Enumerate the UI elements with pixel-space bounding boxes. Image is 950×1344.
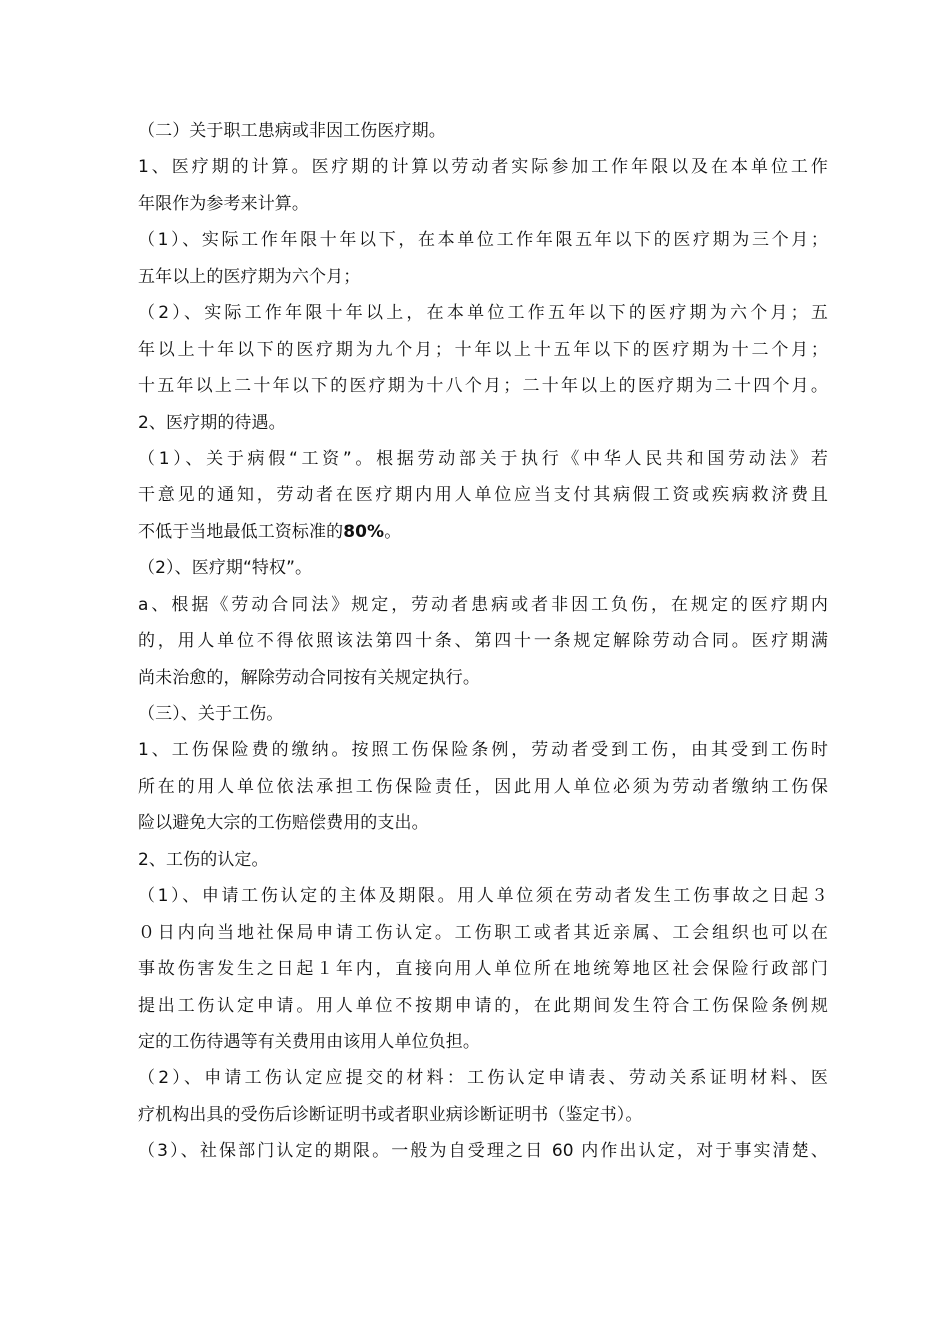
- paragraph-line: 年以上十年以下的医疗期为九个月；十年以上十五年以下的医疗期为十二个月；: [138, 339, 828, 360]
- paragraph-text: 不低于当地最低工资标准的: [138, 521, 344, 542]
- paragraph-line: 提出工伤认定申请。用人单位不按期申请的，在此期间发生符合工伤保险条例规: [138, 995, 828, 1016]
- paragraph-line: 事故伤害发生之日起１年内，直接向用人单位所在地统筹地区社会保险行政部门: [138, 959, 828, 980]
- paragraph-line: （2）、实际工作年限十年以上，在本单位工作五年以下的医疗期为六个月；五: [138, 303, 828, 324]
- paragraph-line: （2）、申请工伤认定应提交的材料：工伤认定申请表、劳动关系证明材料、医: [138, 1068, 828, 1089]
- paragraph-line: 定的工伤待遇等有关费用由该用人单位负担。: [138, 1031, 480, 1052]
- paragraph-line: 所在的用人单位依法承担工伤保险责任，因此用人单位必须为劳动者缴纳工伤保: [138, 776, 828, 797]
- paragraph-line: （1）、关于病假“工资”。根据劳动部关于执行《中华人民共和国劳动法》若: [138, 448, 828, 469]
- document-body: [138, 113, 828, 1170]
- paragraph-line: 尚未治愈的，解除劳动合同按有关规定执行。: [138, 667, 480, 688]
- section-heading-work-injury: （三）、关于工伤。: [138, 704, 284, 724]
- paragraph-line: 险以避免大宗的工伤赔偿费用的支出。: [138, 813, 429, 834]
- paragraph-line: 1、医疗期的计算。医疗期的计算以劳动者实际参加工作年限以及在本单位工作: [138, 157, 828, 178]
- paragraph-line: a、根据《劳动合同法》规定，劳动者患病或者非因工负伤，在规定的医疗期内: [138, 594, 828, 615]
- paragraph-line: 五年以上的医疗期为六个月；: [138, 266, 361, 287]
- paragraph-line: 2、医疗期的待遇。: [138, 412, 286, 433]
- paragraph-line: 2、工伤的认定。: [138, 849, 269, 870]
- paragraph-line: （1）、申请工伤认定的主体及期限。用人单位须在劳动者发生工伤事故之日起３: [138, 886, 828, 907]
- paragraph-line: 1、工伤保险费的缴纳。按照工伤保险条例，劳动者受到工伤，由其受到工伤时: [138, 740, 828, 761]
- section-heading-sick-leave: （二）关于职工患病或非因工伤医疗期。: [138, 121, 446, 141]
- paragraph-line: 干意见的通知，劳动者在医疗期内用人单位应当支付其病假工资或疾病救济费且: [138, 485, 828, 506]
- paragraph-line: （1）、实际工作年限十年以下，在本单位工作年限五年以下的医疗期为三个月；: [138, 230, 828, 251]
- paragraph-period: 。: [384, 521, 402, 542]
- paragraph-line: 的，用人单位不得依照该法第四十条、第四十一条规定解除劳动合同。医疗期满: [138, 631, 828, 652]
- bold-percentage: 80%: [343, 521, 385, 542]
- paragraph-line: （2）、医疗期“特权”。: [138, 558, 313, 579]
- paragraph-line: 年限作为参考来计算。: [138, 193, 309, 214]
- paragraph-line: 十五年以上二十年以下的医疗期为十八个月；二十年以上的医疗期为二十四个月。: [138, 376, 828, 397]
- paragraph-line-with-bold: [138, 514, 828, 550]
- paragraph-line: 疗机构出具的受伤后诊断证明书或者职业病诊断证明书（鉴定书）。: [138, 1104, 643, 1125]
- paragraph-line: （3）、社保部门认定的期限。一般为自受理之日 60 内作出认定，对于事实清楚、: [138, 1141, 828, 1162]
- paragraph-line: ０日内向当地社保局申请工伤认定。工伤职工或者其近亲属、工会组织也可以在: [138, 922, 828, 943]
